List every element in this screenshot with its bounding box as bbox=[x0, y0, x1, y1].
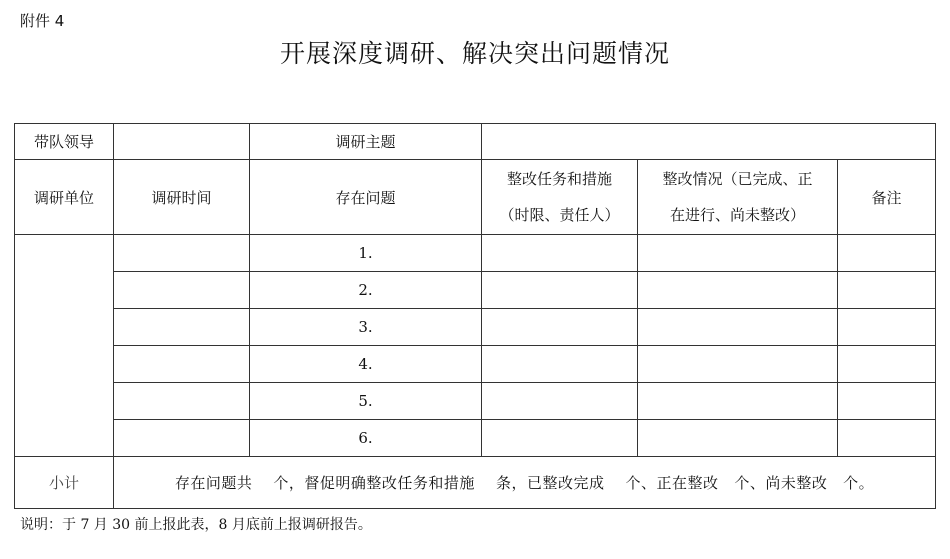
table-row bbox=[15, 272, 936, 309]
remarks-input-cell[interactable] bbox=[838, 383, 936, 420]
tasks-input-cell[interactable] bbox=[482, 272, 638, 309]
time-input-cell[interactable] bbox=[114, 309, 250, 346]
header-problem: 存在问题 bbox=[250, 160, 482, 235]
leader-row bbox=[15, 124, 936, 160]
table-row bbox=[15, 346, 936, 383]
summary-cell[interactable] bbox=[114, 457, 936, 509]
problem-number: 6. bbox=[250, 420, 482, 457]
remarks-input-cell[interactable] bbox=[838, 420, 936, 457]
topic-label: 调研主题 bbox=[250, 124, 482, 160]
header-status-line2: 在进行、尚未整改） bbox=[669, 206, 805, 224]
status-input-cell[interactable] bbox=[638, 346, 838, 383]
unit-input-cell[interactable] bbox=[15, 235, 114, 457]
tasks-input-cell[interactable] bbox=[482, 235, 638, 272]
problem-number: 2. bbox=[250, 272, 482, 309]
status-input-cell[interactable] bbox=[638, 272, 838, 309]
header-tasks-line1: 整改任务和措施 bbox=[506, 170, 612, 188]
subtotal-row bbox=[15, 457, 936, 509]
remarks-input-cell[interactable] bbox=[838, 346, 936, 383]
tasks-input-cell[interactable] bbox=[482, 420, 638, 457]
problem-number: 5. bbox=[250, 383, 482, 420]
time-input-cell[interactable] bbox=[114, 383, 250, 420]
tasks-input-cell[interactable] bbox=[482, 383, 638, 420]
header-remarks: 备注 bbox=[838, 160, 936, 235]
problem-number: 3. bbox=[250, 309, 482, 346]
subtotal-label: 小计 bbox=[15, 457, 114, 509]
header-status bbox=[638, 160, 838, 235]
remarks-input-cell[interactable] bbox=[838, 272, 936, 309]
topic-input-cell[interactable] bbox=[482, 124, 936, 160]
attachment-label: 附件 4 bbox=[20, 12, 65, 30]
problem-number: 1. bbox=[250, 235, 482, 272]
header-time: 调研时间 bbox=[114, 160, 250, 235]
remarks-input-cell[interactable] bbox=[838, 309, 936, 346]
status-input-cell[interactable] bbox=[638, 383, 838, 420]
summary-text: 存在问题共 个，督促明确整改任务和措施 条，已整改完成 个、正在整改 个、尚未整改 个。 bbox=[174, 474, 875, 492]
time-input-cell[interactable] bbox=[114, 420, 250, 457]
status-input-cell[interactable] bbox=[638, 309, 838, 346]
tasks-input-cell[interactable] bbox=[482, 309, 638, 346]
table-row bbox=[15, 235, 936, 272]
leader-label: 带队领导 bbox=[15, 124, 114, 160]
time-input-cell[interactable] bbox=[114, 235, 250, 272]
problem-number: 4. bbox=[250, 346, 482, 383]
header-row bbox=[15, 160, 936, 235]
time-input-cell[interactable] bbox=[114, 272, 250, 309]
status-input-cell[interactable] bbox=[638, 420, 838, 457]
table-row bbox=[15, 420, 936, 457]
survey-form-table bbox=[14, 123, 936, 509]
header-tasks-line2: （时限、责任人） bbox=[499, 206, 620, 224]
page-title: 开展深度调研、解决突出问题情况 bbox=[279, 39, 670, 68]
header-status-line1: 整改情况（已完成、正 bbox=[662, 170, 813, 188]
header-tasks bbox=[482, 160, 638, 235]
tasks-input-cell[interactable] bbox=[482, 346, 638, 383]
table-row bbox=[15, 383, 936, 420]
leader-input-cell[interactable] bbox=[114, 124, 250, 160]
footer-note: 说明：于 7 月 30 前上报此表，8 月底前上报调研报告。 bbox=[20, 517, 372, 533]
time-input-cell[interactable] bbox=[114, 346, 250, 383]
remarks-input-cell[interactable] bbox=[838, 235, 936, 272]
status-input-cell[interactable] bbox=[638, 235, 838, 272]
header-unit: 调研单位 bbox=[15, 160, 114, 235]
table-row bbox=[15, 309, 936, 346]
